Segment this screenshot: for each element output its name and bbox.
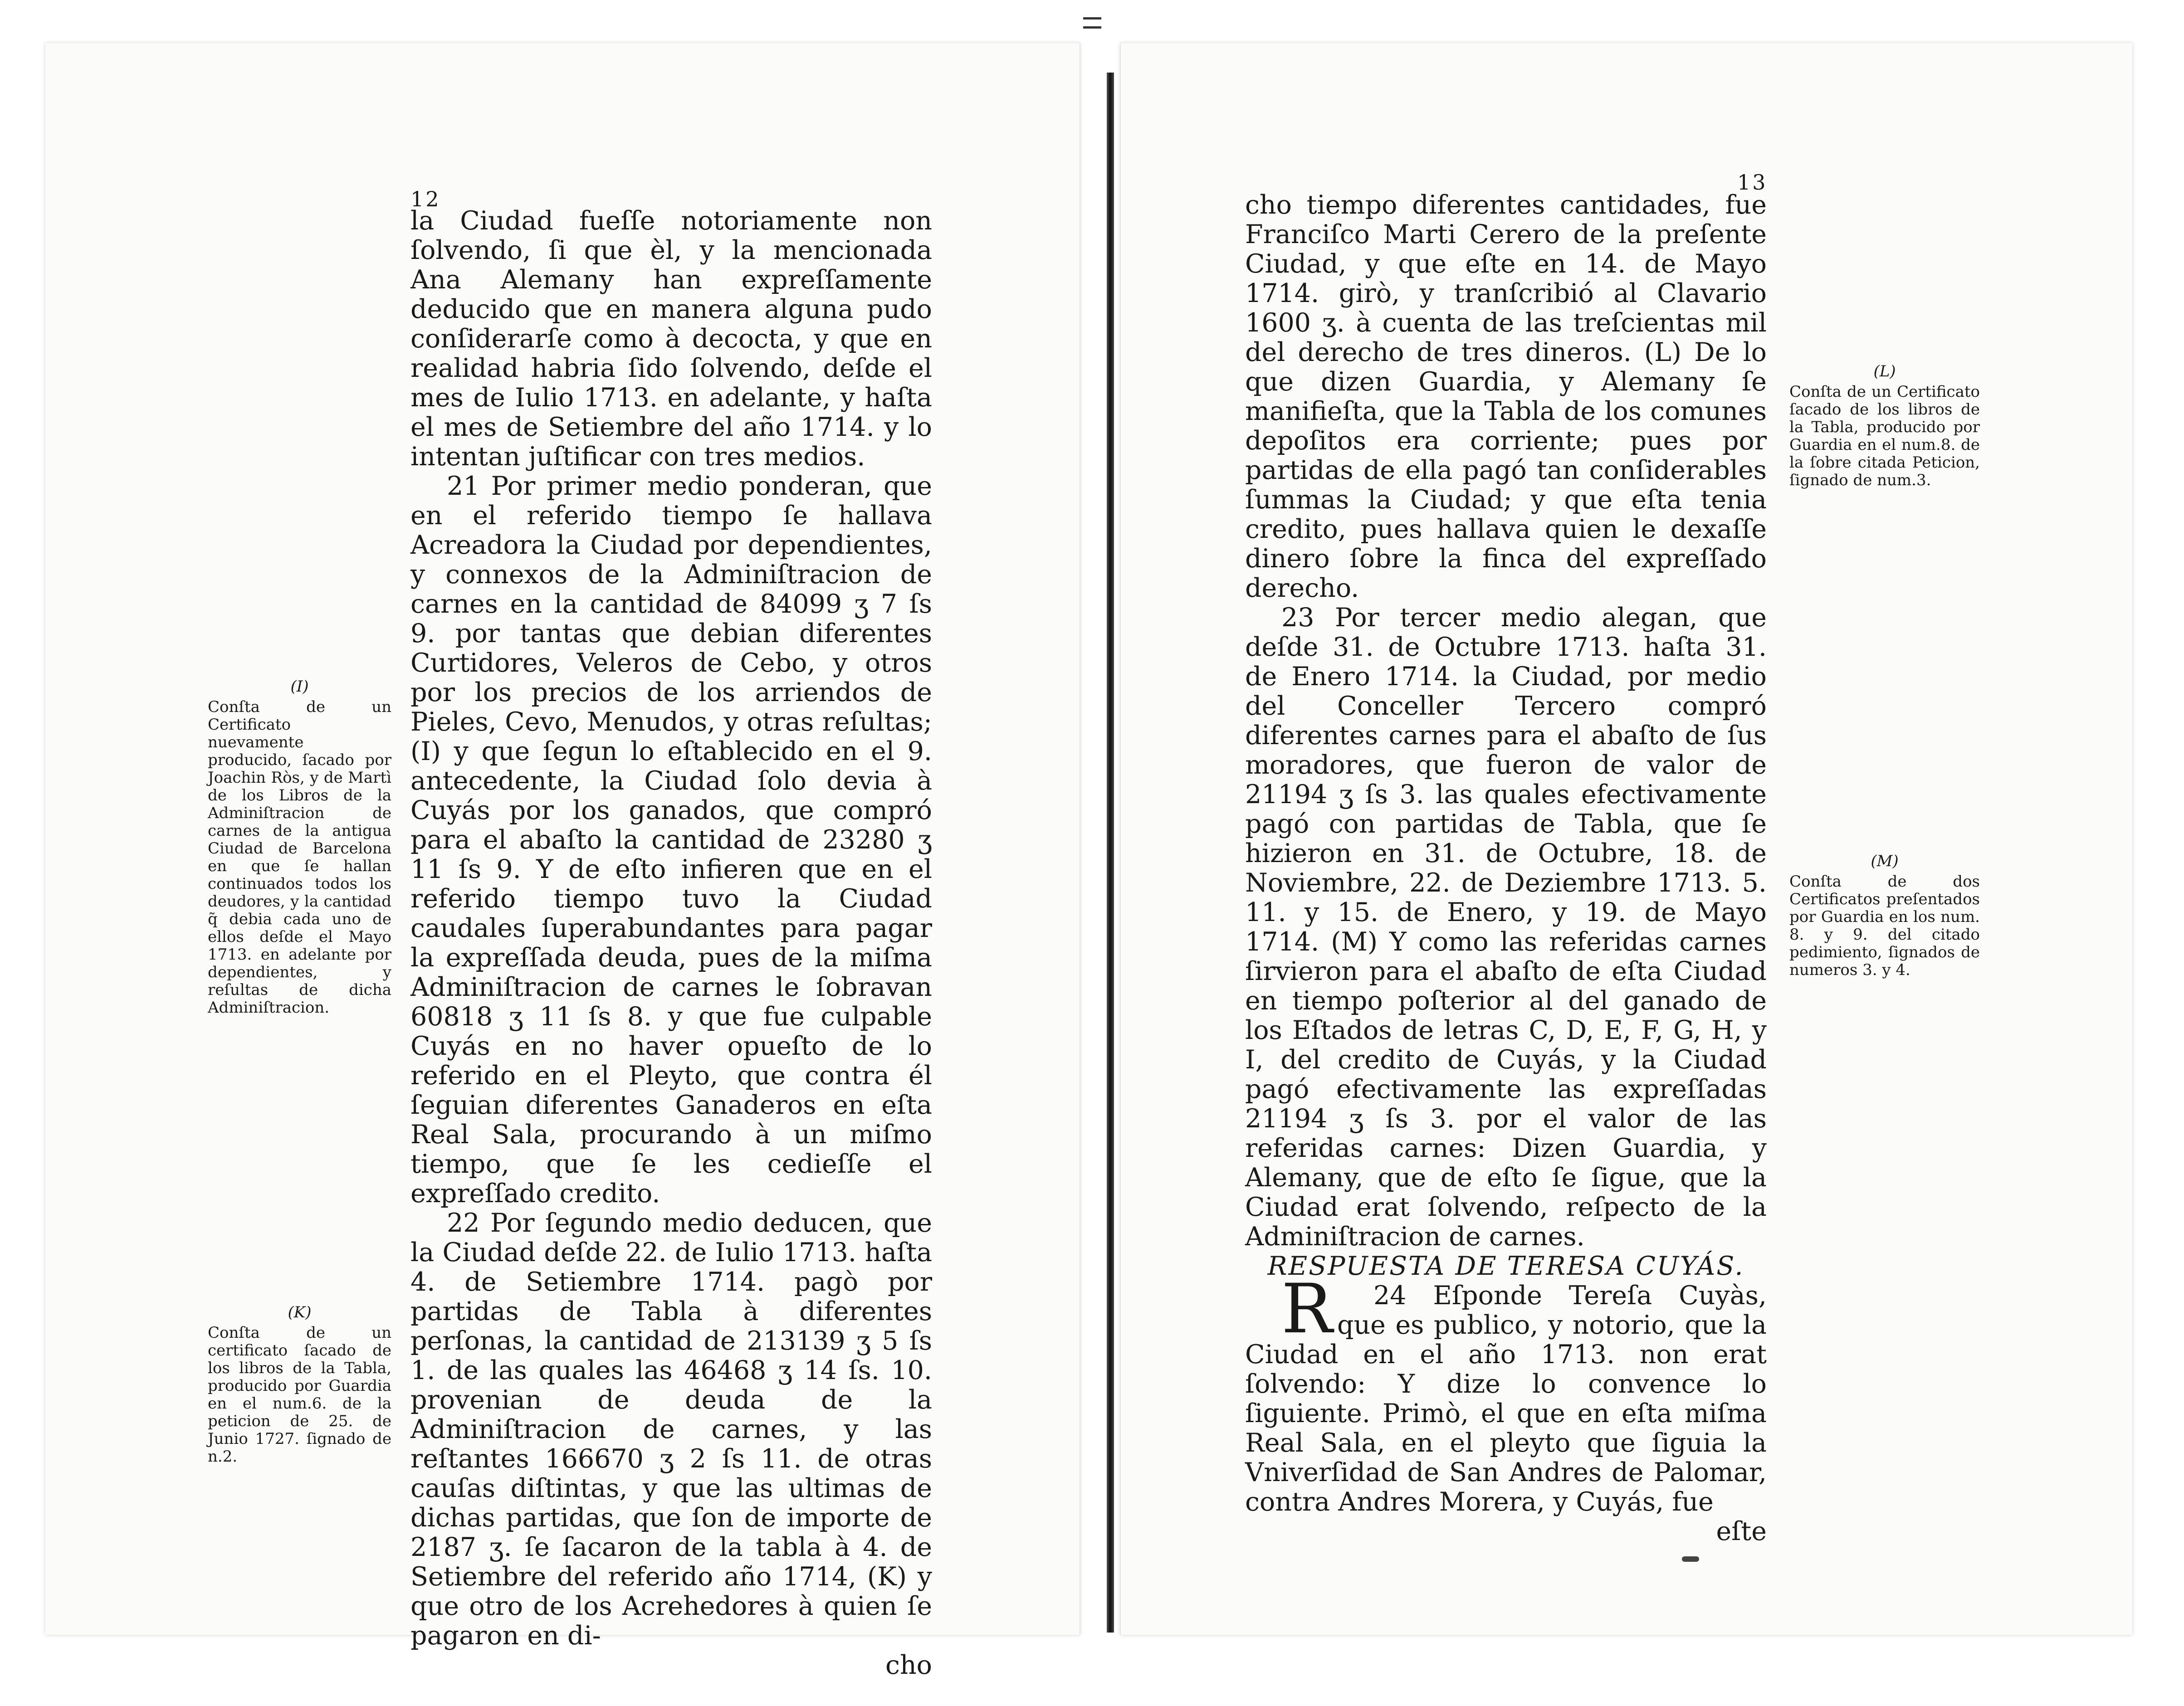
margin-note-k — [208, 1304, 391, 1466]
left-page-body — [410, 206, 932, 1680]
page-number-left: 12 — [410, 187, 441, 211]
margin-note-l — [1789, 363, 1980, 489]
section-heading: RESPUESTA DE TERESA CUYÁS. — [1267, 1251, 1744, 1281]
margin-note-m — [1789, 853, 1980, 979]
paragraph-number: 24 — [1373, 1281, 1407, 1311]
note-mark: (I) — [290, 678, 309, 696]
catchword: eſte — [1716, 1516, 1767, 1546]
note-mark: (M) — [1871, 852, 1899, 870]
scan-marker — [1083, 17, 1101, 19]
note-text: Conſta de un Certificato nuevamente producido, ſacado por Joachin Ròs, y de Martì de los Libros de la Adminiſtracion de carnes de la antigua Ciudad de Barcelona en que ſe hallan continuados todos los deudores, y la cantidad q̃ debia cada uno de ellos deſde el Mayo 1713. en adelante por dependientes, y reſultas de dicha Adminiſtracion. — [208, 698, 391, 1017]
note-mark: (K) — [288, 1303, 312, 1321]
paragraph-22: 22 Por ſegundo medio deducen, que la Ciudad deſde 22. de Iulio 1713. haſta 4. de Setiembre 1714. pagò por partidas de Tabla à diferentes perſonas, la cantidad de 213139 ʒ 5 ſs 1. de las quales las 46468 ʒ 14 ſs. 10. provenian de deuda de la Adminiſtracion de carnes, y las reſtantes 166670 ʒ 2 ſs 11. de otras cauſas diſtintas, y que las ultimas de dichas partidas, que ſon de importe de 2187 ʒ. ſe ſacaron de la tabla à 4. de Setiembre del referido año 1714, (K) y que otro de los Acrehedores à quien ſe pagaron en di- — [410, 1208, 932, 1651]
note-text: Conſta de un certificato ſacado de los libros de la Tabla, producido por Guardia en el num.6. de la peticion de 25. de Junio 1727. ſignado de n.2. — [208, 1324, 391, 1466]
book-gutter — [1107, 73, 1114, 1633]
paragraph: la Ciudad fueſſe notoriamente non ſolvendo, ſi que èl, y la mencionada Ana Alemany han expreſſamente deducido que en manera alguna pudo conſiderarſe como à decocta, y que en realidad habria ſido ſolvendo, deſde el mes de Iulio 1713. en adelante, y haſta el mes de Setiembre del año 1714. y lo intentan juſtificar con tres medios. — [410, 206, 932, 472]
right-page-body — [1245, 190, 1767, 1546]
page-number-right: 13 — [1737, 170, 1768, 195]
note-text: Conſta de un Certificato ſacado de los libros de la Tabla, producido por Guardia en el num.8. de la ſobre citada Peticion, ſignado de num.3. — [1789, 383, 1980, 489]
note-mark: (L) — [1873, 362, 1896, 380]
scan-marker — [1083, 26, 1101, 29]
note-text: Conſta de dos Certificatos preſentados por Guardia en los num. 8. y 9. del citado pedimiento, ſignados de numeros 3. y 4. — [1789, 872, 1980, 979]
margin-note-i — [208, 678, 391, 1017]
paragraph-24 — [1245, 1270, 1767, 1517]
paragraph-text: Eſponde Tereſa Cuyàs, que es publico, y notorio, que la Ciudad en el año 1713. non erat ſolvendo: Y dize lo convence lo ſiguiente. Primò, el que en eſta miſma Real Sala, en el pleyto que ſiguia la Vniverſidad de San Andres de Palomar, contra Andres Morera, y Cuyás, fue — [1245, 1281, 1767, 1517]
catchword: cho — [885, 1650, 932, 1680]
paragraph-23: 23 Por tercer medio alegan, que deſde 31. de Octubre 1713. haſta 31. de Enero 1714. la Ciudad, por medio del Conceller Tercero compró diferentes carnes para el abaſto de ſus moradores, que fueron de valor de 21194 ʒ ſs 3. las quales efectivamente pagó con partidas de Tabla, que ſe hizieron en 31. de Octubre, 18. de Noviembre, 22. de Deziembre 1713. 5. 11. y 15. de Enero, y 19. de Mayo 1714. (M) Y como las referidas carnes ſirvieron para el abaſto de eſta Ciudad en tiempo poſterior al del ganado de los Eſtados de letras C, D, E, F, G, H, y I, del credito de Cuyás, y la Ciudad pagó efectivamente las expreſſadas 21194 ʒ ſs 3. por el valor de las referidas carnes: Dizen Guardia, y Alemany, que de eſto ſe ſigue, que la Ciudad erat ſolvendo, reſpecto de la Adminiſtracion de carnes. — [1245, 603, 1767, 1252]
paragraph: cho tiempo diferentes cantidades, fue Franciſco Marti Cerero de la preſente Ciudad, y que eſte en 14. de Mayo 1714. girò, y tranſcribió al Clavario 1600 ʒ. à cuenta de las treſcientas mil del derecho de tres dineros. (L) De lo que dizen Guardia, y Alemany ſe manifieſta, que la Tabla de los comunes depoſitos era corriente; pues por partidas de ella pagó tan conſiderables ſummas la Ciudad; y que eſta tenia credito, pues hallava quien le dexaſſe dinero ſobre la finca del expreſſado derecho. — [1245, 190, 1767, 603]
drop-cap: R — [1281, 1270, 1333, 1349]
paragraph-21: 21 Por primer medio ponderan, que en el referido tiempo ſe hallava Acreadora la Ciudad por dependientes, y connexos de la Adminiſtracion de carnes en la cantidad de 84099 ʒ 7 ſs 9. por tantas que debian diferentes Curtidores, Veleros de Cebo, y otros por los precios de los arriendos de Pieles, Cevo, Menudos, y otras reſultas; (I) y que ſegun lo eſtablecido en el 9. antecedente, la Ciudad ſolo devia à Cuyás por los ganados, que compró para el abaſto la cantidad de 23280 ʒ 11 ſs 9. Y de eſto infieren que en el referido tiempo tuvo la Ciudad caudales ſuperabundantes para pagar la expreſſada deuda, pues de la miſma Adminiſtracion de carnes le ſobravan 60818 ʒ 11 ſs 8. y que fue culpable Cuyás en no haver opueſto de lo referido en el Pleyto, que contra él ſeguian diferentes Ganaderos en eſta Real Sala, procurando à un miſmo tiempo, que ſe les cedieſſe el expreſſado credito. — [410, 471, 932, 1209]
ink-smudge — [1682, 1556, 1699, 1562]
